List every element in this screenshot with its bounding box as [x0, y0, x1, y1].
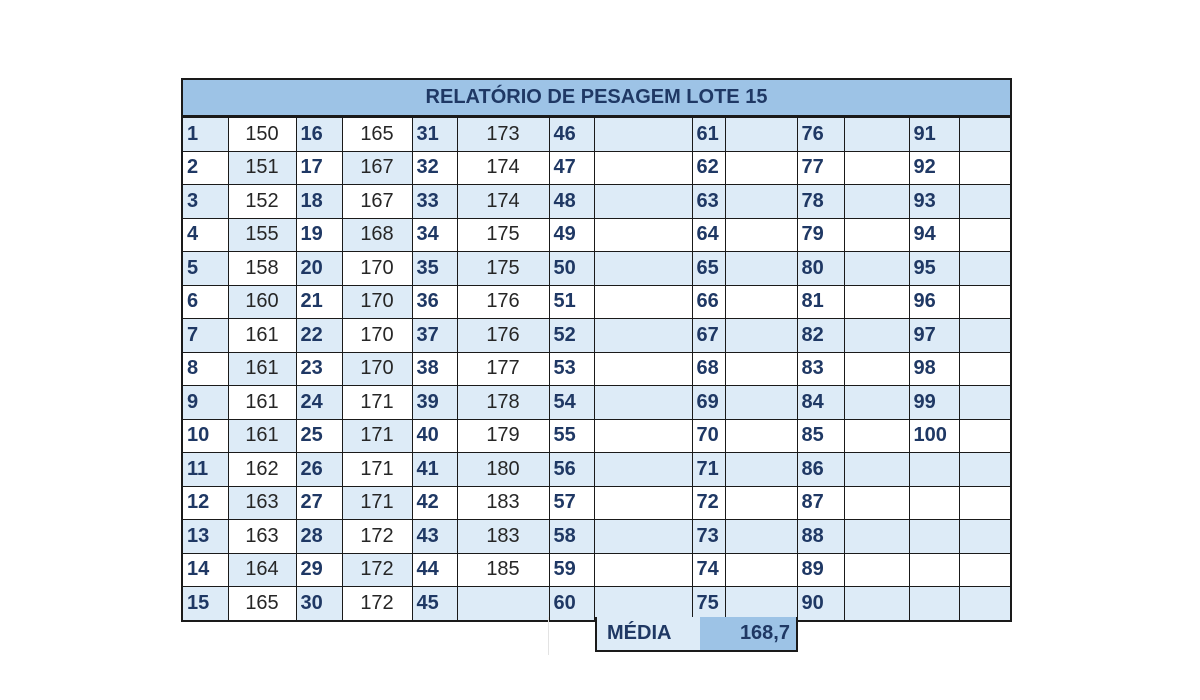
weight-cell — [844, 453, 909, 487]
weight-cell: 161 — [228, 419, 296, 453]
animal-number-cell: 73 — [692, 520, 725, 554]
weight-cell: 176 — [457, 319, 549, 353]
weight-cell — [594, 185, 692, 219]
table-row — [183, 151, 1010, 185]
weight-cell — [725, 352, 797, 386]
animal-number-cell: 44 — [412, 553, 457, 587]
animal-number-cell: 62 — [692, 151, 725, 185]
weight-cell — [959, 218, 1010, 252]
table-row — [183, 520, 1010, 554]
weight-cell — [594, 553, 692, 587]
weight-cell: 172 — [342, 587, 412, 620]
weight-cell: 167 — [342, 185, 412, 219]
animal-number-cell: 27 — [296, 486, 342, 520]
animal-number-cell: 14 — [183, 553, 228, 587]
weight-cell — [725, 453, 797, 487]
animal-number-cell: 97 — [909, 319, 959, 353]
cell-divider — [548, 617, 549, 655]
weight-cell: 183 — [457, 520, 549, 554]
animal-number-cell: 39 — [412, 386, 457, 420]
weight-cell — [594, 587, 692, 620]
weight-cell — [594, 151, 692, 185]
animal-number-cell: 54 — [549, 386, 594, 420]
weight-cell — [959, 151, 1010, 185]
animal-number-cell: 74 — [692, 553, 725, 587]
animal-number-cell: 19 — [296, 218, 342, 252]
weight-cell — [844, 553, 909, 587]
average-value: 168,7 — [700, 617, 796, 650]
animal-number-cell: 50 — [549, 252, 594, 286]
animal-number-cell — [909, 553, 959, 587]
weight-cell: 176 — [457, 285, 549, 319]
animal-number-cell: 52 — [549, 319, 594, 353]
weight-cell: 170 — [342, 285, 412, 319]
animal-number-cell: 75 — [692, 587, 725, 620]
weight-cell — [844, 185, 909, 219]
weight-cell: 152 — [228, 185, 296, 219]
weight-cell — [594, 252, 692, 286]
animal-number-cell: 70 — [692, 419, 725, 453]
weight-cell: 163 — [228, 520, 296, 554]
animal-number-cell: 55 — [549, 419, 594, 453]
animal-number-cell: 43 — [412, 520, 457, 554]
weight-cell — [959, 185, 1010, 219]
weight-cell: 172 — [342, 553, 412, 587]
weight-cell — [725, 419, 797, 453]
weight-cell: 171 — [342, 386, 412, 420]
animal-number-cell: 67 — [692, 319, 725, 353]
animal-number-cell: 88 — [797, 520, 844, 554]
table-row — [183, 118, 1010, 152]
animal-number-cell: 10 — [183, 419, 228, 453]
animal-number-cell: 56 — [549, 453, 594, 487]
animal-number-cell: 91 — [909, 118, 959, 152]
weight-cell — [844, 252, 909, 286]
animal-number-cell: 8 — [183, 352, 228, 386]
animal-number-cell: 25 — [296, 419, 342, 453]
weight-cell: 174 — [457, 151, 549, 185]
animal-number-cell: 94 — [909, 218, 959, 252]
table-row — [183, 185, 1010, 219]
animal-number-cell: 79 — [797, 218, 844, 252]
animal-number-cell: 85 — [797, 419, 844, 453]
animal-number-cell: 96 — [909, 285, 959, 319]
animal-number-cell: 6 — [183, 285, 228, 319]
weight-cell: 161 — [228, 352, 296, 386]
animal-number-cell: 9 — [183, 386, 228, 420]
weight-cell: 162 — [228, 453, 296, 487]
weight-cell — [844, 386, 909, 420]
animal-number-cell: 58 — [549, 520, 594, 554]
weight-cell: 180 — [457, 453, 549, 487]
animal-number-cell — [909, 520, 959, 554]
animal-number-cell: 3 — [183, 185, 228, 219]
weight-cell — [959, 118, 1010, 152]
weight-cell — [844, 520, 909, 554]
animal-number-cell: 64 — [692, 218, 725, 252]
animal-number-cell: 61 — [692, 118, 725, 152]
animal-number-cell: 5 — [183, 252, 228, 286]
weight-cell: 185 — [457, 553, 549, 587]
animal-number-cell: 77 — [797, 151, 844, 185]
animal-number-cell: 71 — [692, 453, 725, 487]
animal-number-cell: 84 — [797, 386, 844, 420]
animal-number-cell: 34 — [412, 218, 457, 252]
weight-cell: 168 — [342, 218, 412, 252]
table-row — [183, 453, 1010, 487]
animal-number-cell: 51 — [549, 285, 594, 319]
table-row — [183, 419, 1010, 453]
animal-number-cell: 35 — [412, 252, 457, 286]
weight-cell — [959, 419, 1010, 453]
animal-number-cell: 57 — [549, 486, 594, 520]
weight-cell — [594, 453, 692, 487]
weight-cell: 167 — [342, 151, 412, 185]
animal-number-cell: 29 — [296, 553, 342, 587]
animal-number-cell: 32 — [412, 151, 457, 185]
weight-cell — [959, 252, 1010, 286]
weight-cell — [844, 218, 909, 252]
animal-number-cell: 46 — [549, 118, 594, 152]
animal-number-cell — [909, 453, 959, 487]
weight-cell — [959, 486, 1010, 520]
animal-number-cell: 95 — [909, 252, 959, 286]
weight-cell — [844, 486, 909, 520]
animal-number-cell: 69 — [692, 386, 725, 420]
weight-cell: 170 — [342, 319, 412, 353]
weight-cell — [844, 587, 909, 620]
weight-cell: 170 — [342, 252, 412, 286]
animal-number-cell: 100 — [909, 419, 959, 453]
weight-cell — [725, 587, 797, 620]
animal-number-cell: 48 — [549, 185, 594, 219]
weight-cell — [725, 218, 797, 252]
weight-cell — [844, 285, 909, 319]
weight-cell — [959, 386, 1010, 420]
weight-cell — [959, 520, 1010, 554]
animal-number-cell: 36 — [412, 285, 457, 319]
animal-number-cell: 45 — [412, 587, 457, 620]
weight-cell — [844, 352, 909, 386]
weight-cell — [594, 352, 692, 386]
animal-number-cell — [909, 486, 959, 520]
weight-cell — [959, 587, 1010, 620]
table-row — [183, 553, 1010, 587]
animal-number-cell: 66 — [692, 285, 725, 319]
animal-number-cell: 65 — [692, 252, 725, 286]
weight-cell — [594, 118, 692, 152]
weight-cell: 175 — [457, 218, 549, 252]
animal-number-cell: 41 — [412, 453, 457, 487]
weight-cell — [844, 118, 909, 152]
weight-cell — [959, 319, 1010, 353]
weight-cell — [725, 386, 797, 420]
report-title: RELATÓRIO DE PESAGEM LOTE 15 — [183, 80, 1010, 117]
animal-number-cell: 20 — [296, 252, 342, 286]
weight-cell — [594, 486, 692, 520]
animal-number-cell: 24 — [296, 386, 342, 420]
animal-number-cell: 87 — [797, 486, 844, 520]
animal-number-cell: 92 — [909, 151, 959, 185]
weight-cell — [844, 319, 909, 353]
weight-cell: 160 — [228, 285, 296, 319]
weight-cell — [594, 386, 692, 420]
animal-number-cell: 2 — [183, 151, 228, 185]
animal-number-cell: 93 — [909, 185, 959, 219]
weight-cell — [725, 520, 797, 554]
weight-cell — [725, 486, 797, 520]
weight-cell — [594, 319, 692, 353]
weighing-report-table — [181, 78, 1012, 622]
animal-number-cell: 76 — [797, 118, 844, 152]
animal-number-cell: 7 — [183, 319, 228, 353]
animal-number-cell: 89 — [797, 553, 844, 587]
animal-number-cell: 12 — [183, 486, 228, 520]
animal-number-cell: 18 — [296, 185, 342, 219]
weight-cell: 172 — [342, 520, 412, 554]
animal-number-cell: 53 — [549, 352, 594, 386]
animal-number-cell: 31 — [412, 118, 457, 152]
weight-cell — [725, 553, 797, 587]
weight-cell: 161 — [228, 319, 296, 353]
animal-number-cell: 40 — [412, 419, 457, 453]
animal-number-cell: 37 — [412, 319, 457, 353]
table-row — [183, 486, 1010, 520]
animal-number-cell: 68 — [692, 352, 725, 386]
weight-cell — [725, 319, 797, 353]
weight-cell — [725, 285, 797, 319]
weight-cell: 173 — [457, 118, 549, 152]
animal-number-cell: 4 — [183, 218, 228, 252]
weight-cell: 155 — [228, 218, 296, 252]
weight-cell — [725, 118, 797, 152]
animal-number-cell: 98 — [909, 352, 959, 386]
table-row — [183, 252, 1010, 286]
weight-cell: 171 — [342, 419, 412, 453]
weight-cell: 165 — [342, 118, 412, 152]
animal-number-cell: 22 — [296, 319, 342, 353]
animal-number-cell: 59 — [549, 553, 594, 587]
weight-cell: 179 — [457, 419, 549, 453]
animal-number-cell: 60 — [549, 587, 594, 620]
animal-number-cell: 30 — [296, 587, 342, 620]
weight-cell — [959, 453, 1010, 487]
weight-cell — [959, 553, 1010, 587]
animal-number-cell: 72 — [692, 486, 725, 520]
weight-cell: 175 — [457, 252, 549, 286]
animal-number-cell: 1 — [183, 118, 228, 152]
animal-number-cell: 33 — [412, 185, 457, 219]
weight-cell: 171 — [342, 453, 412, 487]
average-label: MÉDIA — [597, 617, 700, 650]
weight-cell: 171 — [342, 486, 412, 520]
animal-number-cell: 83 — [797, 352, 844, 386]
table-row — [183, 386, 1010, 420]
animal-number-cell: 26 — [296, 453, 342, 487]
animal-number-cell: 78 — [797, 185, 844, 219]
weight-cell: 158 — [228, 252, 296, 286]
weight-cell: 150 — [228, 118, 296, 152]
weight-cell: 177 — [457, 352, 549, 386]
weight-cell — [959, 285, 1010, 319]
animal-number-cell: 21 — [296, 285, 342, 319]
weight-cell — [725, 252, 797, 286]
weight-cell: 164 — [228, 553, 296, 587]
animal-number-cell: 63 — [692, 185, 725, 219]
weight-cell — [844, 151, 909, 185]
animal-number-cell: 81 — [797, 285, 844, 319]
animal-number-cell: 42 — [412, 486, 457, 520]
weight-cell: 161 — [228, 386, 296, 420]
animal-number-cell: 13 — [183, 520, 228, 554]
weight-cell — [457, 587, 549, 620]
average-box — [595, 617, 798, 652]
weight-cell: 163 — [228, 486, 296, 520]
animal-number-cell: 80 — [797, 252, 844, 286]
table-row — [183, 587, 1010, 620]
animal-number-cell: 15 — [183, 587, 228, 620]
weight-cell: 170 — [342, 352, 412, 386]
animal-number-cell: 11 — [183, 453, 228, 487]
weight-cell: 151 — [228, 151, 296, 185]
weight-cell: 165 — [228, 587, 296, 620]
weight-cell: 178 — [457, 386, 549, 420]
weight-cell — [594, 419, 692, 453]
table-row — [183, 319, 1010, 353]
weight-cell — [959, 352, 1010, 386]
weight-cell — [594, 520, 692, 554]
animal-number-cell — [909, 587, 959, 620]
animal-number-cell: 49 — [549, 218, 594, 252]
animal-number-cell: 82 — [797, 319, 844, 353]
weight-cell — [594, 218, 692, 252]
animal-number-cell: 86 — [797, 453, 844, 487]
animal-number-cell: 17 — [296, 151, 342, 185]
animal-number-cell: 47 — [549, 151, 594, 185]
weight-cell — [844, 419, 909, 453]
weights-grid — [183, 117, 1010, 620]
weight-cell — [594, 285, 692, 319]
animal-number-cell: 90 — [797, 587, 844, 620]
animal-number-cell: 16 — [296, 118, 342, 152]
animal-number-cell: 38 — [412, 352, 457, 386]
table-row — [183, 352, 1010, 386]
animal-number-cell: 23 — [296, 352, 342, 386]
weight-cell — [725, 151, 797, 185]
table-row — [183, 218, 1010, 252]
animal-number-cell: 99 — [909, 386, 959, 420]
weight-cell: 174 — [457, 185, 549, 219]
weight-cell: 183 — [457, 486, 549, 520]
weight-cell — [725, 185, 797, 219]
table-row — [183, 285, 1010, 319]
animal-number-cell: 28 — [296, 520, 342, 554]
